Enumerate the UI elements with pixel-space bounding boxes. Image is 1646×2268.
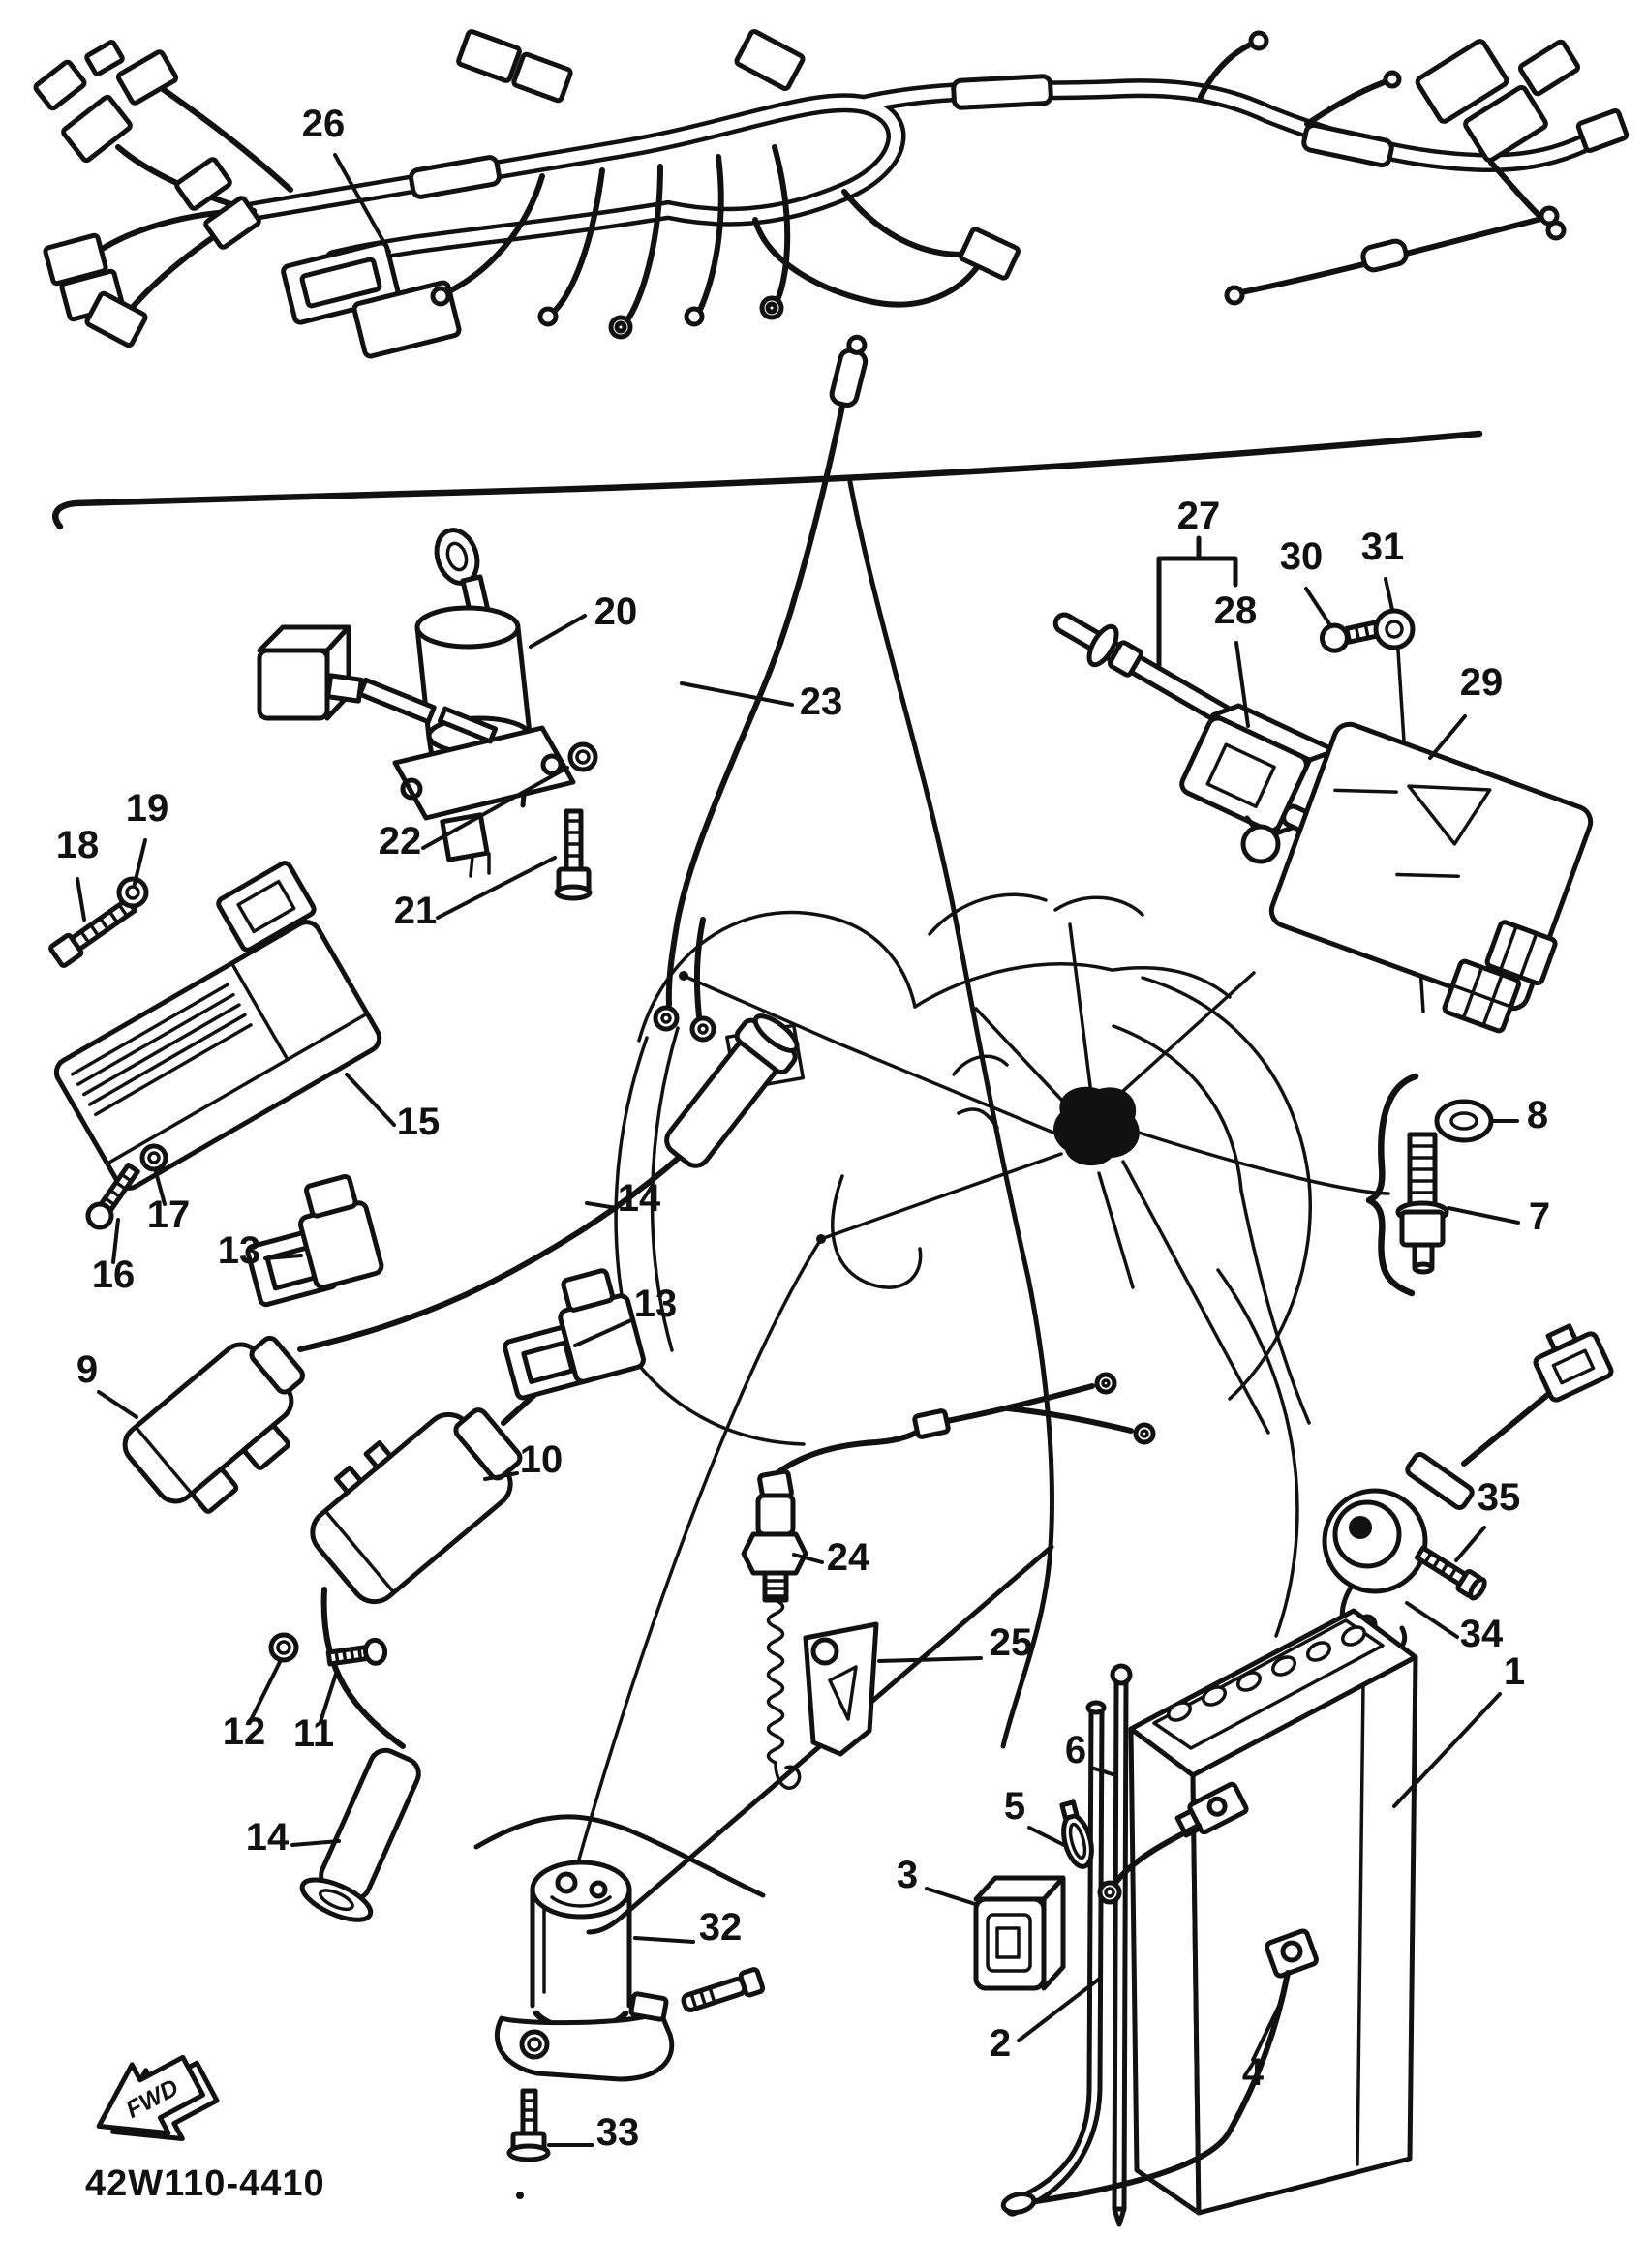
callout-31: 31	[1360, 526, 1405, 568]
leader-25	[879, 1658, 981, 1661]
callout-5: 5	[1003, 1785, 1026, 1828]
callout-7: 7	[1528, 1195, 1551, 1238]
leader-32	[635, 1938, 693, 1942]
callout-4: 4	[1241, 2051, 1265, 2094]
callout-21: 21	[393, 890, 438, 932]
bolt-7-washer-8	[1369, 1076, 1491, 1293]
washer-19	[119, 879, 146, 906]
callout-3: 3	[896, 1854, 919, 1896]
mount-point-blob	[1053, 1087, 1140, 1165]
callout-32: 32	[698, 1906, 743, 1949]
leader-21	[438, 858, 555, 918]
callout-33: 33	[595, 2111, 640, 2154]
grommet-31	[1376, 611, 1413, 648]
screw-11	[327, 1639, 386, 1670]
callout-18: 18	[55, 824, 100, 866]
callout-26: 26	[301, 103, 346, 145]
bolt-33	[509, 2091, 548, 2160]
callout-11: 11	[292, 1712, 335, 1755]
leader-14	[587, 1203, 617, 1208]
main-switch-20	[259, 525, 595, 898]
leader-34	[1407, 1603, 1457, 1637]
callout-23: 23	[799, 680, 843, 723]
wiring-harness-26	[34, 30, 1627, 357]
callout-6: 6	[1064, 1729, 1087, 1771]
callout-24: 24	[826, 1536, 870, 1579]
leader-5	[1029, 1828, 1064, 1845]
leader-9	[99, 1392, 137, 1417]
nut-22	[570, 744, 595, 770]
fwd-label: FWD	[121, 2073, 184, 2124]
battery-group	[976, 1611, 1416, 2224]
callout-12: 12	[222, 1710, 266, 1753]
bracket-25	[806, 1624, 876, 1754]
spark-plug-cap-14-lower	[297, 1740, 435, 1928]
callout-35: 35	[1477, 1476, 1521, 1519]
screw-35	[1415, 1544, 1487, 1600]
callout-20: 20	[594, 590, 638, 633]
fwd-arrow	[80, 2038, 225, 2171]
callout-27: 27	[1176, 495, 1221, 537]
coil-9	[117, 1322, 332, 1528]
callout-14: 14	[617, 1177, 661, 1220]
leader-3	[927, 1889, 975, 1904]
callout-9: 9	[76, 1348, 99, 1391]
washer-17	[142, 1146, 166, 1169]
igniter-unit-15	[21, 861, 390, 1231]
callout-22: 22	[378, 820, 422, 862]
callout-1: 1	[1503, 1650, 1526, 1693]
callout-8: 8	[1526, 1094, 1549, 1136]
leader-15	[347, 1074, 394, 1125]
callout-30: 30	[1279, 535, 1324, 578]
leader-20	[531, 616, 585, 647]
drawing-code: 42W110-4410	[85, 2163, 325, 2204]
callout-19: 19	[125, 787, 169, 830]
bolt-21	[557, 811, 590, 898]
callout-10: 10	[519, 1438, 564, 1481]
callout-16: 16	[91, 1254, 136, 1296]
horn-34	[1325, 1317, 1613, 1651]
leader-31	[1386, 579, 1392, 610]
callout-2: 2	[989, 2022, 1012, 2065]
leader-19	[135, 840, 145, 884]
callout-15: 15	[396, 1101, 441, 1143]
callout-17: 17	[146, 1194, 191, 1236]
callout-13: 13	[217, 1229, 261, 1272]
callout-14b: 14	[245, 1816, 290, 1859]
bracket-3	[976, 1878, 1063, 1988]
callout-34: 34	[1459, 1613, 1504, 1655]
leader-35	[1456, 1527, 1484, 1560]
leader-30	[1306, 589, 1330, 625]
plug-cap-13-right	[492, 1266, 645, 1399]
callout-13b: 13	[633, 1283, 678, 1325]
coil-10	[291, 1378, 535, 1611]
callout-28: 28	[1213, 590, 1258, 632]
callout-29: 29	[1459, 661, 1504, 704]
leader-23	[682, 683, 792, 705]
ignition-coil-group	[117, 1007, 807, 1928]
callout-25: 25	[989, 1621, 1033, 1664]
leader-29	[1430, 716, 1465, 758]
leader-18	[77, 879, 84, 920]
leader-7	[1448, 1208, 1518, 1223]
nut-12	[271, 1635, 296, 1660]
